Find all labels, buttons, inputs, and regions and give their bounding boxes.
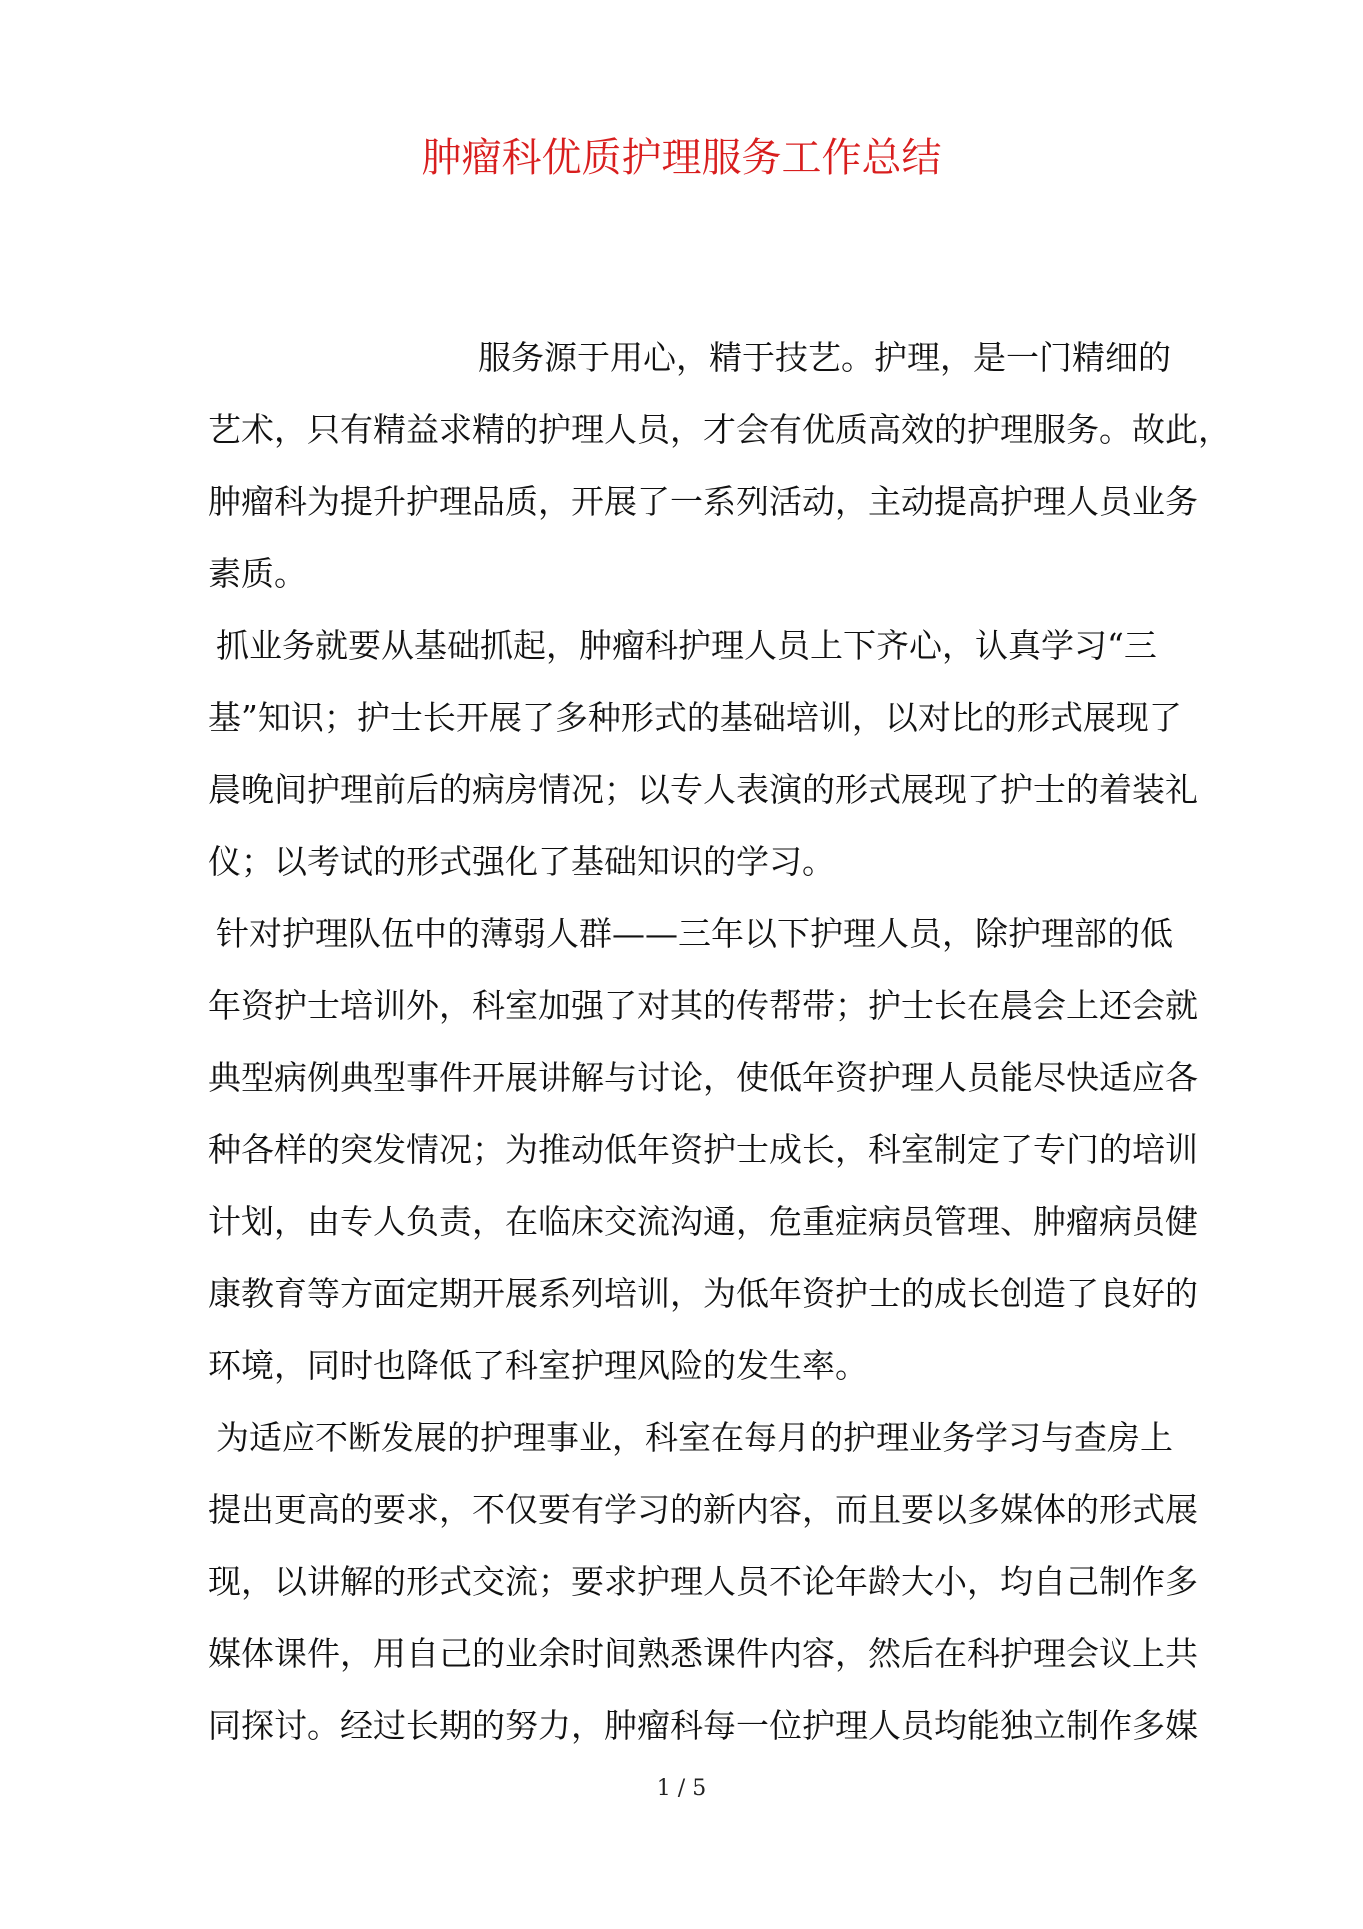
body-line: 种各样的突发情况；为推动低年资护士成长，科室制定了专门的培训 xyxy=(208,1130,1198,1169)
body-line: 针对护理队伍中的薄弱人群——三年以下护理人员，除护理部的低 xyxy=(216,914,1173,953)
body-line: 服务源于用心，精于技艺。护理，是一门精细的 xyxy=(478,338,1171,377)
body-line: 现，以讲解的形式交流；要求护理人员不论年龄大小，均自己制作多 xyxy=(208,1562,1198,1601)
body-line: 仪；以考试的形式强化了基础知识的学习。 xyxy=(208,842,835,881)
body-line: 媒体课件，用自己的业余时间熟悉课件内容，然后在科护理会议上共 xyxy=(208,1634,1198,1673)
body-line: 抓业务就要从基础抓起，肿瘤科护理人员上下齐心，认真学习“三 xyxy=(216,626,1157,665)
document-body xyxy=(208,322,1231,1762)
body-line: 为适应不断发展的护理事业，科室在每月的护理业务学习与查房上 xyxy=(216,1418,1173,1457)
body-line: 提出更高的要求，不仅要有学习的新内容，而且要以多媒体的形式展 xyxy=(208,1490,1198,1529)
body-line: 康教育等方面定期开展系列培训，为低年资护士的成长创造了良好的 xyxy=(208,1274,1198,1313)
document-title: 肿瘤科优质护理服务工作总结 xyxy=(421,135,942,181)
body-line: 同探讨。经过长期的努力，肿瘤科每一位护理人员均能独立制作多媒 xyxy=(208,1706,1198,1745)
body-line: 素质。 xyxy=(208,554,307,593)
body-line: 年资护士培训外，科室加强了对其的传帮带；护士长在晨会上还会就 xyxy=(208,986,1198,1025)
body-line: 肿瘤科为提升护理品质，开展了一系列活动，主动提高护理人员业务 xyxy=(208,482,1198,521)
body-line: 晨晚间护理前后的病房情况；以专人表演的形式展现了护士的着装礼 xyxy=(208,770,1198,809)
body-line: 基”知识；护士长开展了多种形式的基础培训，以对比的形式展现了 xyxy=(208,698,1182,737)
body-line: 艺术，只有精益求精的护理人员，才会有优质高效的护理服务。故此， xyxy=(208,410,1231,449)
body-line: 计划，由专人负责，在临床交流沟通，危重症病员管理、肿瘤病员健 xyxy=(208,1202,1198,1241)
body-line: 环境，同时也降低了科室护理风险的发生率。 xyxy=(208,1346,868,1385)
page-indicator: 1 / 5 xyxy=(656,1776,707,1801)
body-line: 典型病例典型事件开展讲解与讨论，使低年资护理人员能尽快适应各 xyxy=(208,1058,1198,1097)
